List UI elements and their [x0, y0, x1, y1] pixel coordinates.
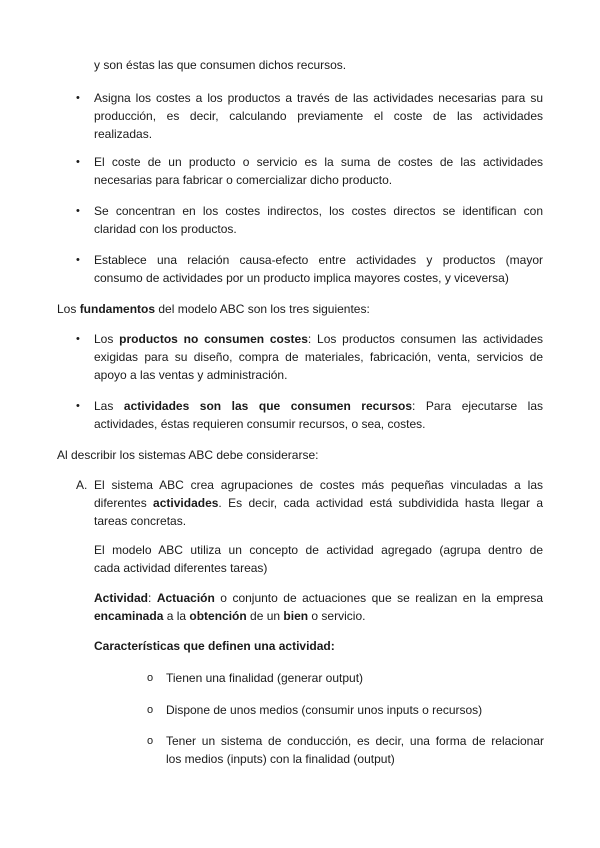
bullet-dot: •: [76, 400, 80, 412]
sub-item-2: Dispone de unos medios (consumir unos inputs o recursos): [166, 703, 483, 717]
sub-item-3: Tener un sistema de conducción, es decir, una forma de relacionar los medios (inputs) con la finalidad (output): [166, 734, 544, 766]
bullet-dot: •: [76, 92, 80, 104]
list-letter-a: A.: [76, 478, 88, 492]
bullet-3: Se concentran en los costes indirectos, los costes directos se identifican con claridad con los productos.: [94, 204, 543, 236]
bullet-dot: •: [76, 205, 80, 217]
fundamento-1: Los productos no consumen costes: Los productos consumen las actividades exigidas para su diseño, compra de materiales, fabricación, venta, servicios de apoyo a las ventas y administración.: [94, 332, 544, 382]
bullet-dot: •: [76, 254, 80, 266]
fundamentos-intro: Los fundamentos del modelo ABC son los tres siguientes:: [57, 302, 370, 316]
intro-continuation: y son éstas las que consumen dichos recursos.: [94, 58, 347, 72]
bullet-2: El coste de un producto o servicio es la suma de costes de las actividades necesarias para fabricar o comercializar dicho producto.: [94, 155, 543, 187]
bullet-dot: •: [76, 333, 80, 345]
item-a-para1: El sistema ABC crea agrupaciones de costes más pequeñas vinculadas a las diferentes actividades. Es decir, cada actividad está subdividida hasta llegar a tareas concretas.: [94, 478, 543, 528]
sub-item-1: Tienen una finalidad (generar output): [166, 671, 364, 685]
actividad-definition: Actividad: Actuación o conjunto de actuaciones que se realizan en la empresa encaminada a la obtención de un bien o servicio.: [94, 591, 544, 623]
bullet-1: Asigna los costes a los productos a través de las actividades necesarias para su producción, es decir, calculando previamente el coste de las actividades realizadas.: [94, 91, 543, 141]
bullet-4: Establece una relación causa-efecto entre actividades y productos (mayor consumo de actividades por un producto implica mayores costes, y viceversa): [94, 253, 543, 285]
caracteristicas-heading: Características que definen una actividad:: [94, 639, 335, 653]
sub-bullet: o: [147, 704, 154, 716]
bullet-dot: •: [76, 156, 80, 168]
sub-bullet: o: [147, 672, 154, 684]
sub-bullet: o: [147, 735, 154, 747]
fundamento-2: Las actividades son las que consumen recursos: Para ejecutarse las actividades, éstas requieren consumir recursos, o sea, costes.: [94, 399, 543, 431]
item-a-para2: El modelo ABC utiliza un concepto de actividad agregado (agrupa dentro de cada actividad diferentes tareas): [94, 543, 543, 575]
describir-intro: Al describir los sistemas ABC debe considerarse:: [57, 448, 319, 462]
